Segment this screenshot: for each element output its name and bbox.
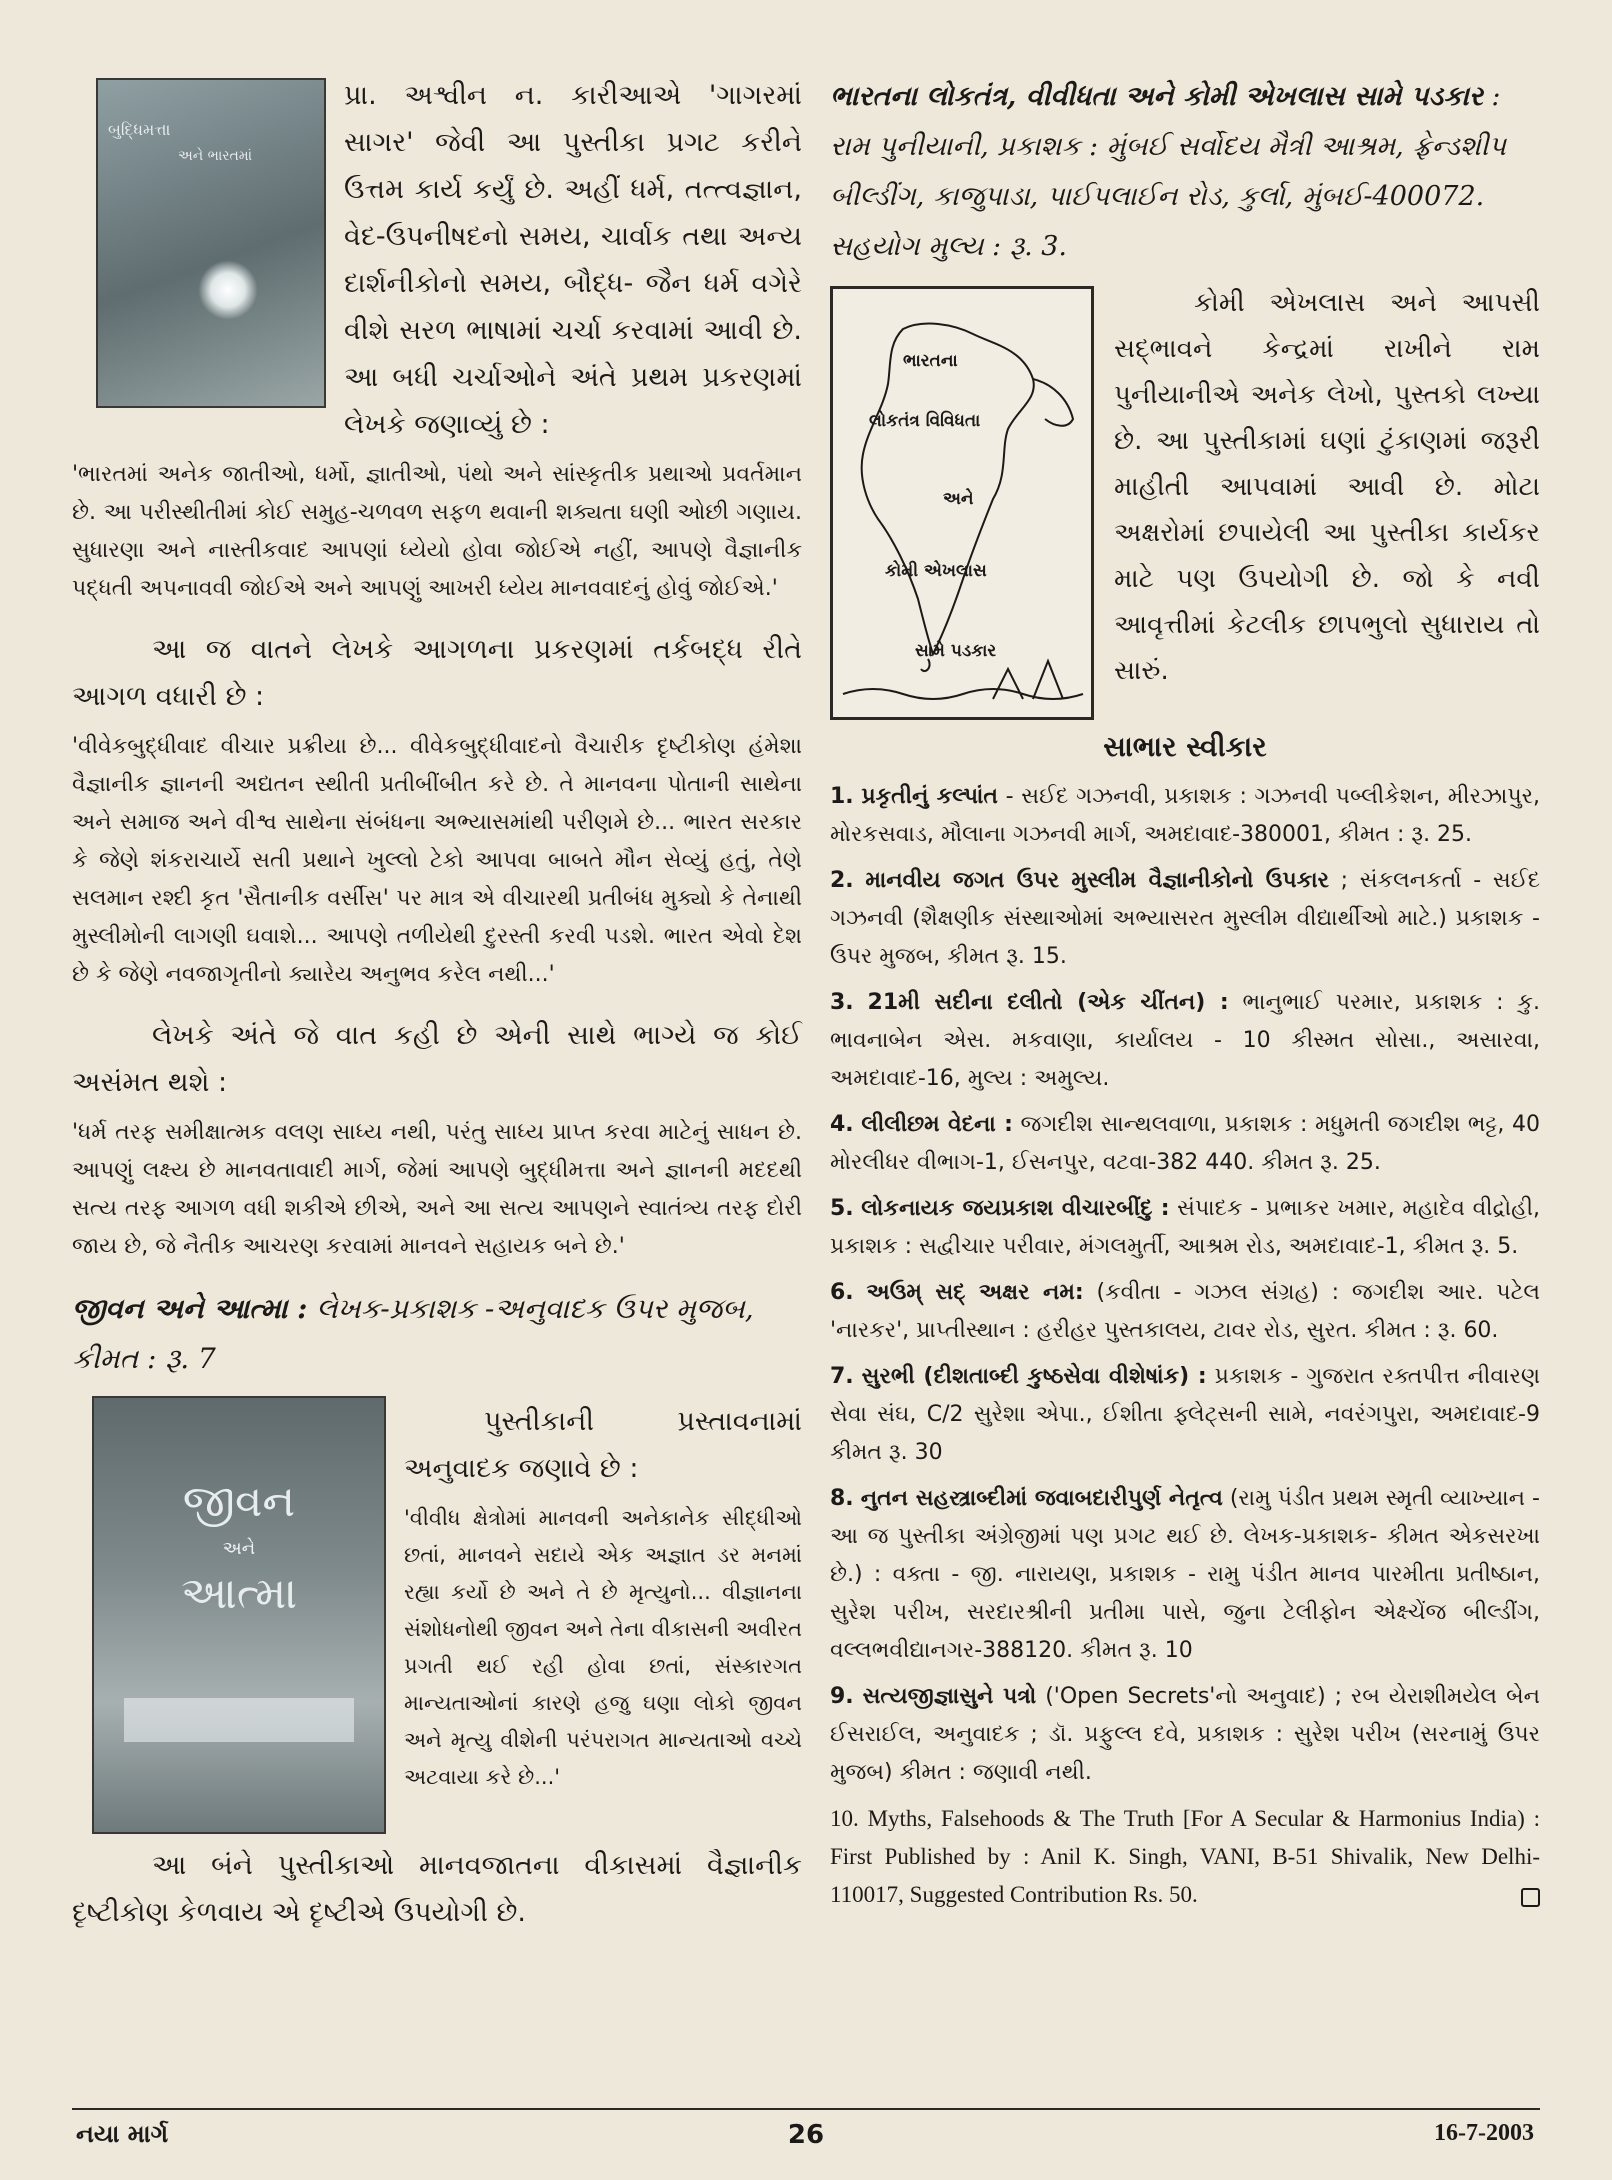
book-title: ભારતના લોકતંત્ર, વીવીધતા અને કોમી એખલાસ સામે પડકાર: [830, 81, 1483, 112]
review-quote-1: 'ભારતમાં અનેક જાતીઓ, ધર્મો, જ્ઞાતીઓ, પંથો અને સાંસ્કૃતીક પ્રથાઓ પ્રવર્તમાન છે. આ પરીસ્થીતીમાં કોઈ સમુહ-ચળવળ સફળ થવાની શક્યતા ઘણી ઓછી ગણાય. સુધારણા અને નાસ્તીકવાદ આપણાં ધ્યેયો હોવા જોઈએ નહીં, આપણે વૈજ્ઞાનીક પદ્ધતી અપનાવવી જોઈએ અને આપણું આખરી ધ્યેય માનવવાદનું હોવું જોઈએ.': [72, 462, 802, 601]
end-mark-icon: [1521, 1888, 1540, 1907]
book-heading-bharatna-loktantra: [830, 72, 1540, 272]
review-paragraph-5: આ બંને પુસ્તીકાઓ માનવજાતના વીકાસમાં વૈજ્ઞાનીક દૃષ્ટીકોણ કેળવાય એ દૃષ્ટીએ ઉપયોગી છે.: [72, 1850, 802, 1928]
ack-item-title: લીલીછમ વેદના :: [861, 1112, 1013, 1137]
ack-item-number: 4.: [830, 1112, 854, 1137]
book-meta: : રામ પુનીયાની, પ્રકાશક : મુંબઈ સર્વોદય મૈત્રી આશ્રમ, ફ્રેન્ડશીપ બીલ્ડીંગ, કાજુપાડા, પાઈપલાઈન રોડ, કુર્લા, મુંબઈ-400072. સહયોગ મુલ્ય : રૂ. 3.: [830, 81, 1507, 262]
ack-item-number: 9.: [830, 1684, 854, 1709]
book-cover-buddhimatta: [96, 78, 326, 408]
map-label-4: કોમી એખલાસ: [885, 561, 987, 581]
ack-item-number: 3.: [830, 990, 854, 1015]
cover-subtitle: અને ભારતમાં: [178, 148, 253, 164]
ack-item-text: 10. Myths, Falsehoods & The Truth [For A Secular & Harmonius India) : First Published by : Anil K. Singh, VANI, B-51 Shivalik, New Delhi- 110017, Suggested Contribution Rs. 50.: [830, 1806, 1540, 1907]
review-paragraph-4: પુસ્તીકાની પ્રસ્તાવનામાં અનુવાદક જણાવે છે :: [404, 1406, 802, 1484]
book-cover-jivan-atma: [92, 1396, 386, 1834]
cover-sun-image: [198, 260, 258, 320]
book-heading-jivan-atma: [72, 1284, 802, 1384]
acknowledgement-title: સાભાર સ્વીકાર: [1103, 730, 1267, 763]
ack-item-details: (રામુ પંડીત પ્રથમ સ્મૃતી વ્યાખ્યાન - આ જ પુસ્તીકા અંગ્રેજીમાં પણ પ્રગટ થઈ છે. લેખક-પ્રકાશક- કીમત એકસરખા છે.) : વક્તા - જી. નારાયણ, પ્રકાશક - રામુ પંડીત માનવ પારમીતા પ્રતીષ્ઠાન, સુરેશ પરીખ, સરદારશ્રીની પ્રતીમા પાસે, જુના ટેલીફોન એક્ષ્ચેંજ બીલ્ડીંગ, વલ્લભવીદ્યાનગર-388120. કીમત રૂ. 10: [830, 1486, 1540, 1663]
review-paragraph-right: કોમી એખલાસ અને આપસી સદ્ભાવને કેન્દ્રમાં રાખીને રામ પુનીયાનીએ અનેક લેખો, પુસ્તકો લખ્યા છે. આ પુસ્તીકામાં ઘણાં ટુંકાણમાં જરૂરી માહીતી આપવામાં આવી છે. મોટા અક્ષરોમાં છપાયેલી આ પુસ્તીકા કાર્યકર માટે પણ ઉપયોગી છે. જો કે નવી આવૃત્તીમાં કેટલીક છાપભુલો સુધારાય તો સારું.: [1114, 288, 1540, 686]
acknowledgement-item: [830, 1190, 1540, 1266]
cover-title-line-2: અને: [222, 1538, 256, 1559]
cover-title-line-1: જીવન: [182, 1476, 296, 1527]
acknowledgement-item: [830, 1678, 1540, 1792]
review-paragraph-3: લેખકે અંતે જે વાત કહી છે એની સાથે ભાગ્યે જ કોઈ અસંમત થશે :: [72, 1020, 802, 1098]
acknowledgement-item: [830, 778, 1540, 854]
ack-item-title: માનવીય જગત ઉપર મુસ્લીમ વૈજ્ઞાનીકોનો ઉપકાર: [865, 868, 1329, 893]
ack-item-number: 7.: [830, 1364, 854, 1389]
footer-page-number: 26: [787, 2120, 825, 2150]
acknowledgement-item: [830, 984, 1540, 1098]
acknowledgement-item: [830, 862, 1540, 976]
book-meta: લેખક-પ્રકાશક -અનુવાદક ઉપર મુજબ, કીમત : રૂ. 7: [72, 1292, 754, 1375]
ack-item-details: (કવીતા - ગઝલ સંગ્રહ) : જગદીશ આર. પટેલ 'નારકર', પ્રાપ્તીસ્થાન : હરીહર પુસ્તકાલય, ટાવર રોડ, સુરત. કીમત : રૂ. 60.: [830, 1280, 1540, 1343]
ack-item-number: 5.: [830, 1196, 854, 1221]
acknowledgement-item: [830, 1106, 1540, 1182]
ack-item-number: 1.: [830, 784, 854, 809]
review-quote-3: 'ધર્મ તરફ સમીક્ષાત્મક વલણ સાધ્ય નથી, પરંતુ સાધ્ય પ્રાપ્ત કરવા માટેનું સાધન છે. આપણું લક્ષ્ય છે માનવતાવાદી માર્ગ, જેમાં આપણે બુદ્ધીમત્તા અને જ્ઞાનની મદદથી સત્ય તરફ આગળ વધી શકીએ છીએ, અને આ સત્ય આપણને સ્વાતંત્ર્ય તરફ દોરી જાય છે, જે નૈતીક આચરણ કરવામાં માનવને સહાયક બને છે.': [72, 1120, 802, 1259]
ack-item-title: 21મી સદીના દલીતો (એક ચીંતન) :: [867, 990, 1229, 1015]
map-label-5: સામે પડકાર: [915, 641, 997, 661]
ack-item-title: સુરભી (દીશતાબ્દી કુષ્ઠસેવા વીશેષાંક) :: [861, 1364, 1207, 1389]
ack-item-details: ; સંકલનકર્તા - સઈદ ગઝનવી (શૈક્ષણીક સંસ્થાઓમાં અભ્યાસરત મુસ્લીમ વીદ્યાર્થીઓ માટે.) પ્રકાશક - ઉપર મુજબ, કીમત રૂ. 15.: [830, 868, 1541, 969]
cover-title-line-3: આત્મા: [180, 1568, 298, 1619]
left-column: [72, 72, 802, 1936]
review-quote-4: 'વીવીધ ક્ષેત્રોમાં માનવની અનેકાનેક સીદ્ધીઓ છતાં, માનવને સદાયે એક અજ્ઞાત ડર મનમાં રહ્યા કર્યો છે અને તે છે મૃત્યુનો... વીજ્ઞાનના સંશોધનોથી જીવન અને તેના વીકાસની અવીરત પ્રગતી થઈ રહી હોવા છતાં, સંસ્કારગત માન્યતાઓનાં કારણે હજુ ઘણા લોકો જીવન અને મૃત્યુ વીશેની પરંપરાગત માન્યતાઓ વચ્ચે અટવાયા કરે છે...': [404, 1506, 802, 1789]
ack-item-title: અઉમ્ સદ્ અક્ષર નમ:: [866, 1280, 1084, 1305]
acknowledgement-item-10: [830, 1800, 1540, 1914]
ack-item-details: સંપાદક - પ્રભાકર ખમાર, મહાદેવ વીદ્રોહી, પ્રકાશક : સદ્વીચાર પરીવાર, મંગલમુર્તી, આશ્રમ રોડ, અમદાવાદ-1, કીમત રૂ. 5.: [830, 1196, 1540, 1259]
map-label-1: ભારતના: [903, 351, 958, 371]
review-quote-2: 'વીવેકબુદ્ધીવાદ વીચાર પ્રક્રીયા છે... વીવેકબુદ્ધીવાદનો વૈચારીક દૃષ્ટીકોણ હંમેશા વૈજ્ઞાનીક જ્ઞાનની અદ્યતન સ્થીતી પ્રતીબીંબીત કરે છે. તે માનવના પોતાની સાથેના અને સમાજ અને વીશ્વ સાથેના સંબંધના અભ્યાસમાંથી પરીણમે છે... ભારત સરકાર કે જેણે શંકરાચાર્યે સતી પ્રથાને ખુલ્લો ટેકો આપવા બાબતે મૌન સેવ્યું હતું, તેણે સલમાન રશ્દી કૃત 'સૈતાનીક વર્સીસ' પર માત્ર એ વીચારથી પ્રતીબંધ મુક્યો કે તેનાથી મુસ્લીમોની લાગણી ઘવાશે... આપણે તળીયેથી દુરસ્તી કરવી પડશે. ભારત એવો દેશ છે કે જેણે નવજાગૃતીનો ક્યારેય અનુભવ કરેલ નથી...': [72, 734, 802, 987]
india-map-cover: [830, 286, 1094, 720]
ack-item-title: પ્રકૃતીનું કલ્પાંત: [861, 784, 998, 809]
right-column: [830, 72, 1540, 1914]
ack-item-title: સત્યજીજ્ઞાસુને પત્રો: [862, 1684, 1037, 1709]
ack-item-number: 6.: [830, 1280, 854, 1305]
ack-item-details: ('Open Secrets'નો અનુવાદ) ; રબ યેરાશીમયેલ બેન ઈસરાઈલ, અનુવાદક ; ડૉ. પ્રફુલ્લ દવે, પ્રકાશક : સુરેશ પરીખ (સરનામું ઉપર મુજબ) કીમત : જણાવી નથી.: [830, 1684, 1540, 1785]
ack-item-number: 2.: [830, 868, 854, 893]
cover-title: બુદ્ધિમત્તા: [108, 120, 171, 139]
map-label-3: અને: [943, 489, 974, 509]
footer-divider: [72, 2108, 1540, 2110]
book-title: જીવન અને આત્મા :: [72, 1292, 308, 1325]
footer-date: 16-7-2003: [1434, 2120, 1534, 2146]
review-paragraph-1: પ્રા. અશ્વીન ન. કારીઆએ 'ગાગરમાં સાગર' જેવી આ પુસ્તીકા પ્રગટ કરીને ઉત્તમ કાર્ય કર્યું છે. અહીં ધર્મ, તત્ત્વજ્ઞાન, વેદ-ઉપનીષદનો સમય, ચાર્વાક તથા અન્ય દાર્શનીકોનો સમય, બૌદ્ધ- જૈન ધર્મ વગેરે વીશે સરળ ભાષામાં ચર્ચા કરવામાં આવી છે. આ બધી ચર્ચાઓને અંતે પ્રથમ પ્રકરણમાં લેખકે જણાવ્યું છે :: [344, 80, 802, 440]
footer-magazine-name: નયા માર્ગ: [76, 2120, 169, 2148]
ack-item-title: લોકનાયક જયપ્રકાશ વીચારબીંદુ :: [861, 1196, 1170, 1221]
acknowledgement-item: [830, 1480, 1540, 1670]
acknowledgement-list: [830, 778, 1540, 1792]
acknowledgement-item: [830, 1358, 1540, 1472]
map-label-2: લોકતંત્ર વિવિધતા: [869, 411, 981, 431]
ack-item-details: જગદીશ સાન્થલવાળા, પ્રકાશક : મધુમતી જગદીશ ભટ્ટ, 40 મોરલીધર વીભાગ-1, ઈસનપુર, વટવા-382 440. કીમત રૂ. 25.: [830, 1112, 1540, 1175]
acknowledgement-item: [830, 1274, 1540, 1350]
cover-band: [124, 1698, 354, 1742]
ack-item-number: 8.: [830, 1486, 854, 1511]
ack-item-details: - સઈદ ગઝનવી, પ્રકાશક : ગઝનવી પબ્લીકેશન, મીરઝાપુર, મોરકસવાડ, મૌલાના ગઝનવી માર્ગ, અમદાવાદ-380001, કીમત : રૂ. 25.: [830, 784, 1540, 847]
ack-item-details: ભાનુભાઈ પરમાર, પ્રકાશક : કુ. ભાવનાબેન એસ. મકવાણા, કાર્યાલય - 10 કીસ્મત સોસા., અસારવા, અમદાવાદ-16, મુલ્ય : અમુલ્ય.: [830, 990, 1540, 1091]
ack-item-details: પ્રકાશક - ગુજરાત રક્તપીત્ત નીવારણ સેવા સંઘ, C/2 સુરેશા એપા., ઈશીતા ફ્લેટ્સની સામે, નવરંગપુરા, અમદાવાદ-9 કીમત રૂ. 30: [830, 1364, 1541, 1465]
ack-item-title: નુતન સહસ્ત્રાબ્દીમાં જવાબદારીપુર્ણ નેતૃત્વ: [860, 1486, 1223, 1511]
review-paragraph-2: આ જ વાતને લેખકે આગળના પ્રકરણમાં તર્કબદ્ધ રીતે આગળ વધારી છે :: [72, 634, 802, 712]
